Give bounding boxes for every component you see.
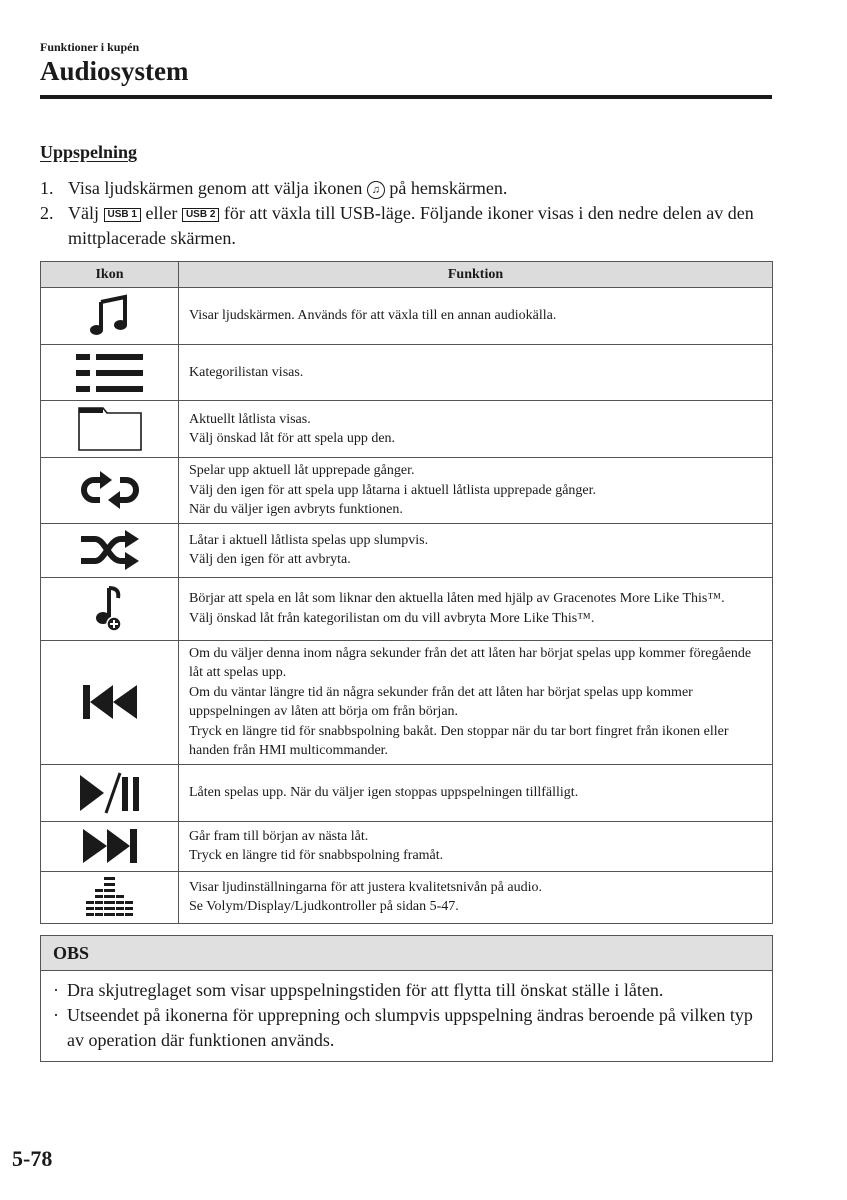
obs-body: [41, 971, 772, 1061]
function-line: Välj önskad låt för att spela upp den.: [189, 431, 396, 446]
table-row: [41, 821, 773, 871]
step-number: 1.: [40, 178, 54, 198]
obs-title: OBS: [41, 936, 772, 971]
shuffle-icon: [79, 530, 141, 570]
section-heading: Uppspelning: [40, 142, 138, 162]
function-line: Om du väntar längre tid än några sekunder från det att låten har börjat spelas upp kommer uppspelningen av låten att börja om från början.: [189, 684, 693, 719]
function-line: Går fram till början av nästa låt.: [189, 828, 369, 844]
step-text-after: på hemskärmen.: [389, 178, 508, 198]
function-line: Kategorilistan visas.: [189, 364, 304, 380]
music-note-icon: [88, 294, 132, 338]
steps-list: [40, 176, 780, 251]
next-track-icon: [81, 827, 139, 865]
function-line: Spelar upp aktuell låt upprepade gånger.: [189, 463, 415, 478]
step-text-before: Välj: [68, 203, 99, 223]
icon-function-table: [40, 261, 773, 924]
obs-item: [53, 978, 760, 1003]
section-kicker: Funktioner i kupén: [40, 40, 140, 54]
usb1-key: USB 1: [104, 208, 141, 222]
bullet-dot: ·: [53, 980, 59, 1000]
table-header-row: [41, 262, 773, 288]
function-line: Visar ljudinställningarna för att justera kvalitetsnivån på audio.: [189, 879, 542, 895]
page-title: Audiosystem: [40, 56, 189, 86]
category-list-icon: [75, 352, 145, 394]
page-number: 5-78: [12, 1146, 53, 1171]
table-row: [41, 764, 773, 821]
function-line: Tryck en längre tid för snabbspolning framåt.: [189, 848, 444, 863]
music-note-icon: ♫: [367, 181, 385, 199]
step-2: [40, 201, 780, 251]
obs-item-text: Utseendet på ikonerna för upprepning och slumpvis uppspelning ändras beroende på vilken typ av operation där funktionen används.: [67, 1005, 753, 1050]
table-row: [41, 577, 773, 640]
function-line: Om du väljer denna inom några sekunder från det att låten har börjat spelas upp kommer föregående låt att spelas upp.: [189, 645, 752, 680]
table-row: [41, 401, 773, 458]
obs-note-box: [40, 935, 773, 1062]
function-line: Visar ljudskärmen. Används för att växla till en annan audiokälla.: [189, 308, 557, 324]
function-line: Låten spelas upp. När du väljer igen stoppas uppspelningen tillfälligt.: [189, 784, 579, 800]
obs-item: [53, 1003, 760, 1053]
table-row: [41, 345, 773, 401]
obs-item-text: Dra skjutreglaget som visar uppspelningstiden för att flytta till önskat ställe i låten.: [67, 980, 664, 1000]
table-row: [41, 871, 773, 923]
table-row: [41, 640, 773, 764]
function-line: Välj den igen för att spela upp låtarna i aktuell låtlista upprepade gånger.: [189, 482, 597, 498]
function-line: När du väljer igen avbryts funktionen.: [189, 502, 403, 517]
column-header-function: Funktion: [179, 262, 773, 288]
folder-icon: [77, 406, 143, 452]
step-number: 2.: [40, 203, 54, 223]
step-text-middle: eller: [145, 203, 178, 223]
table-row: [41, 523, 773, 577]
function-line: Välj önskad låt från kategorilistan om du vill avbryta More Like This™.: [189, 610, 595, 626]
step-text: [68, 176, 780, 201]
table-row: [41, 458, 773, 524]
table-row: [41, 288, 773, 345]
usb2-key: USB 2: [182, 208, 219, 222]
previous-track-icon: [81, 683, 139, 721]
more-like-this-icon: [92, 586, 128, 632]
column-header-icon: Ikon: [41, 262, 179, 288]
equalizer-icon: [85, 875, 135, 919]
function-line: Se Volym/Display/Ljudkontroller på sidan 5-47.: [189, 899, 459, 914]
step-text: [68, 201, 780, 251]
function-line: Börjar att spela en låt som liknar den aktuella låten med hjälp av Gracenotes More Like This™.: [189, 591, 725, 606]
function-line: Aktuellt låtlista visas.: [189, 411, 311, 427]
step-1: [40, 176, 780, 201]
bullet-dot: ·: [53, 1005, 59, 1025]
play-pause-icon: [78, 771, 142, 815]
title-rule: [40, 95, 772, 99]
function-line: Välj den igen för att avbryta.: [189, 552, 351, 567]
step-text-after: för att växla till USB-läge. Följande ikoner visas i den nedre delen av den mittplacerade skärmen.: [68, 203, 754, 248]
function-line: Tryck en längre tid för snabbspolning bakåt. Den stoppar när du tar bort fingret från ikonen eller handen från HMI multicommander.: [189, 723, 729, 758]
step-text-before: Visa ljudskärmen genom att välja ikonen: [68, 178, 363, 198]
function-line: Låtar i aktuell låtlista spelas upp slumpvis.: [189, 532, 429, 548]
repeat-icon: [80, 471, 140, 509]
